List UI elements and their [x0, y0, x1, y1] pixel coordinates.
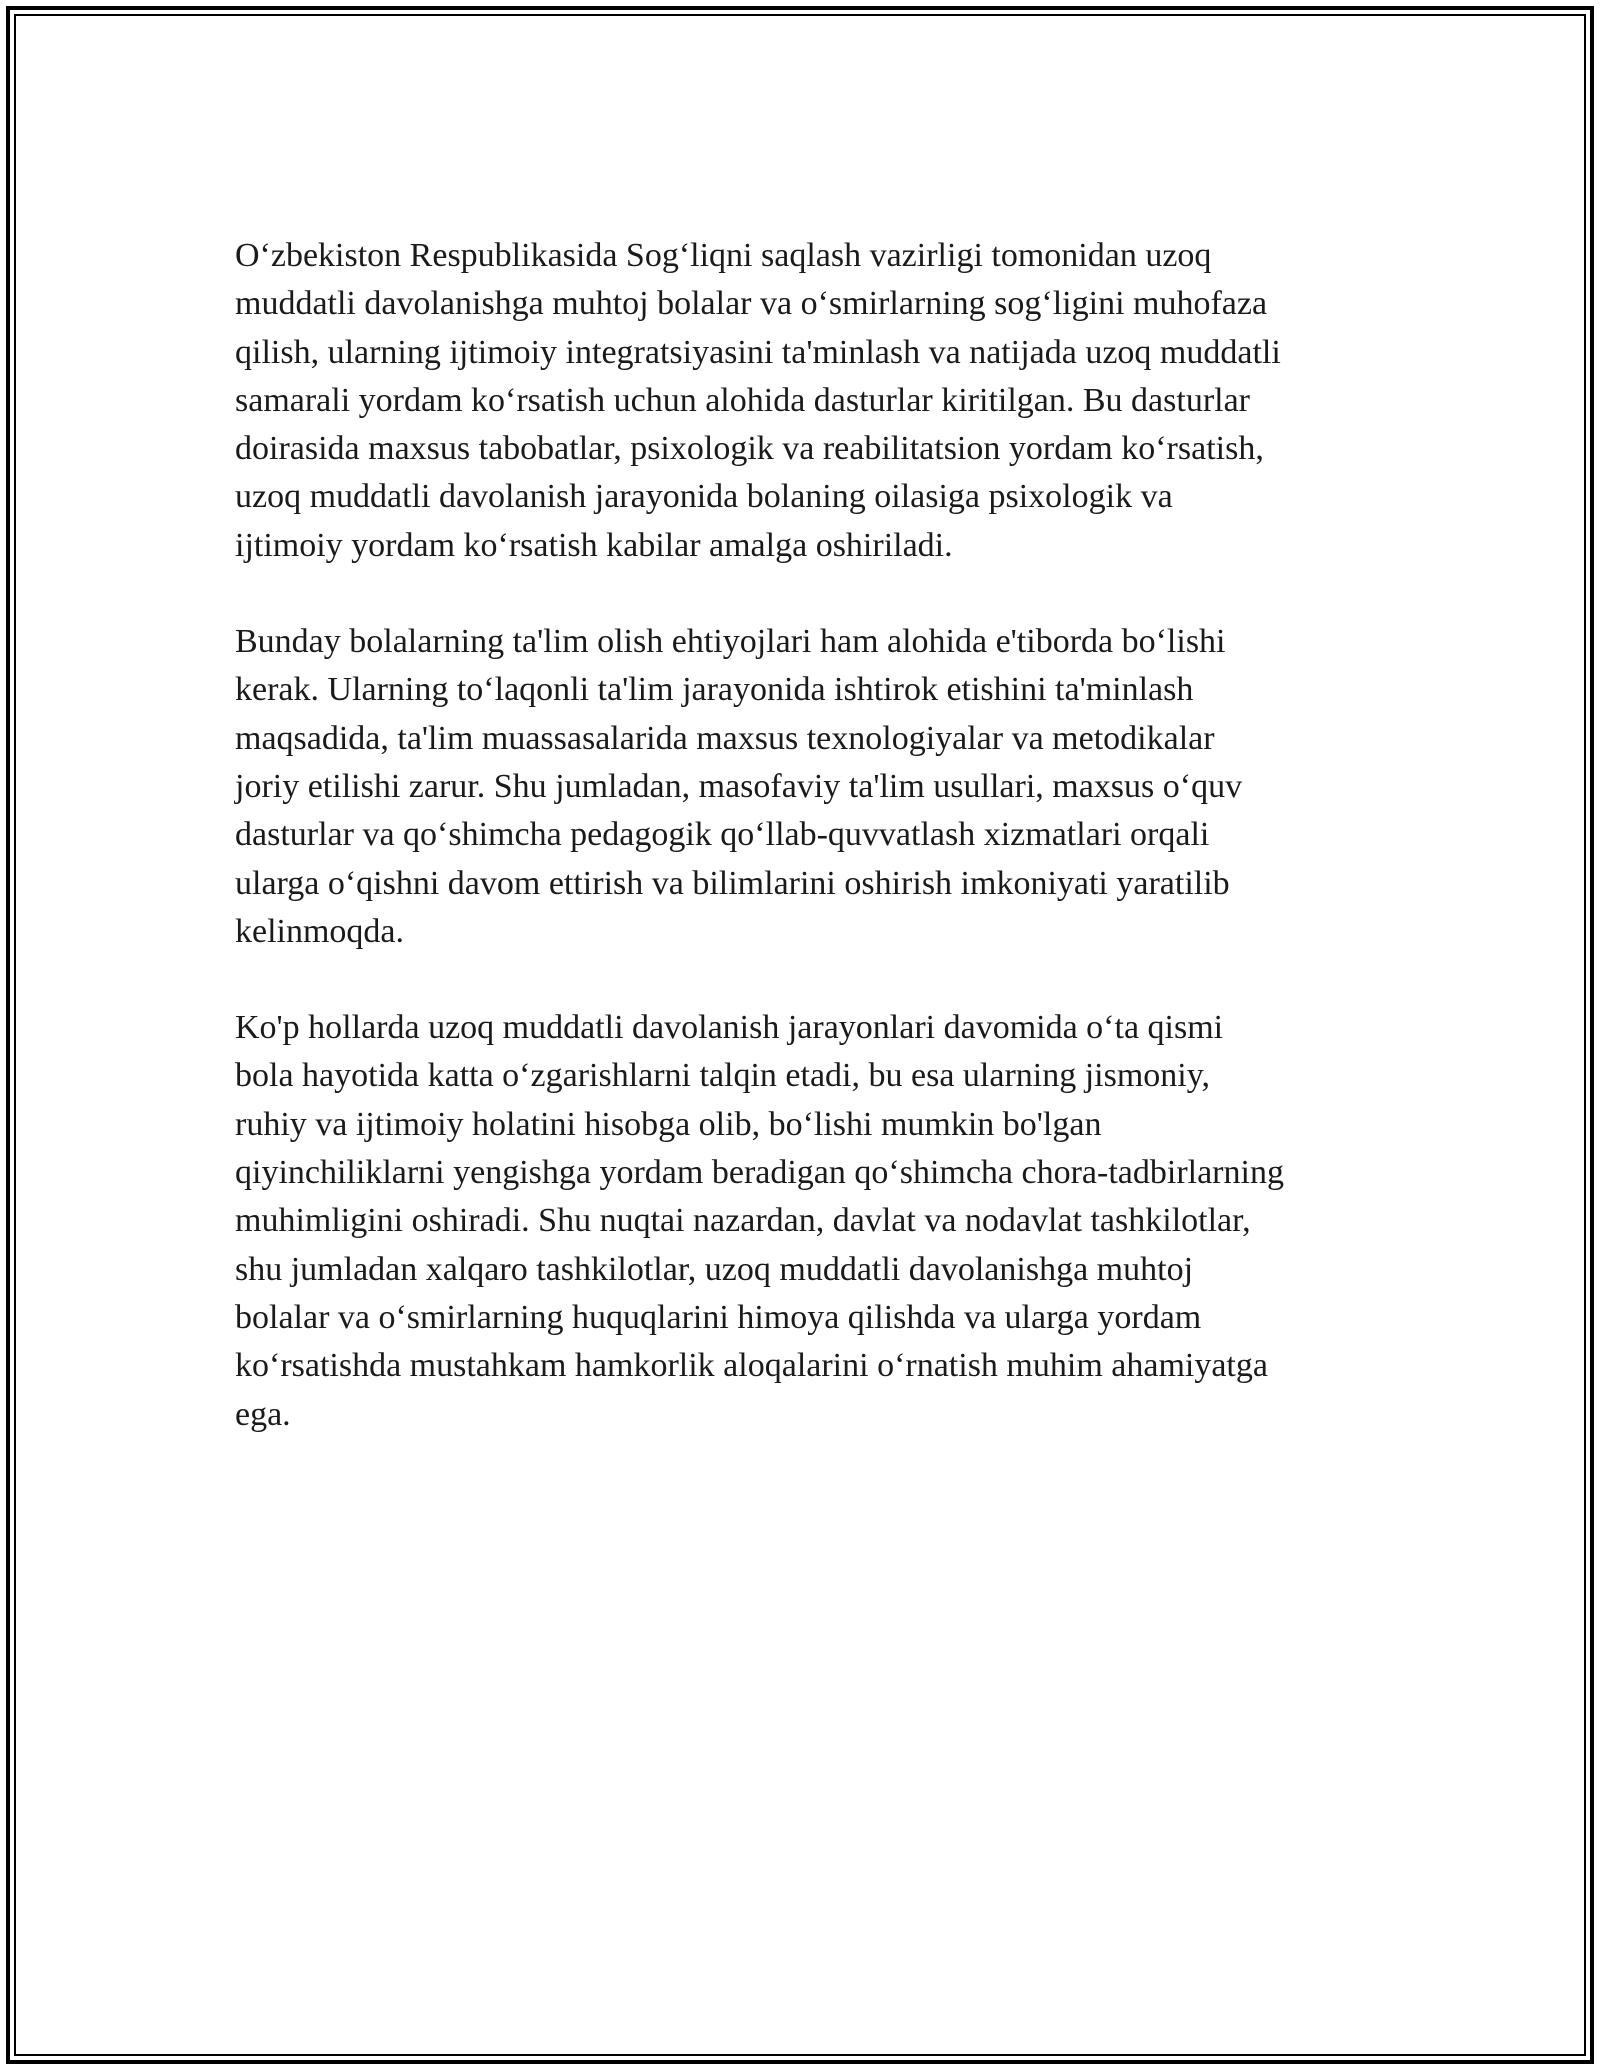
paragraph-2-line: joriy etilishi zarur. Shu jumladan, masofaviy ta'lim usullari, maxsus oʻquv — [235, 767, 1243, 805]
paragraph-3-line: shu jumladan xalqaro tashkilotlar, uzoq muddatli davolanishga muhtoj — [235, 1250, 1194, 1288]
paragraph-2-line: kerak. Ularning toʻlaqonli ta'lim jarayonida ishtirok etishini ta'minlash — [235, 671, 1194, 709]
document-body — [235, 232, 1365, 1487]
paragraph-2-line: dasturlar va qoʻshimcha pedagogik qoʻllab-quvvatlash xizmatlari orqali — [235, 816, 1210, 854]
paragraph-3-line: qiyinchiliklarni yengishga yordam beradigan qoʻshimcha chora-tadbirlarning — [235, 1154, 1284, 1192]
paragraph-1-line: uzoq muddatli davolanish jarayonida bolaning oilasiga psixologik va — [235, 478, 1173, 516]
paragraph-3-line: koʻrsatishda mustahkam hamkorlik aloqalarini oʻrnatish muhim ahamiyatga — [235, 1347, 1268, 1385]
paragraph-1 — [235, 232, 1365, 570]
paragraph-2-line: Bunday bolalarning ta'lim olish ehtiyojlari ham alohida e'tiborda boʻlishi — [235, 623, 1226, 661]
paragraph-1-line: samarali yordam koʻrsatish uchun alohida dasturlar kiritilgan. Bu dasturlar — [235, 381, 1251, 419]
paragraph-3-line: bola hayotida katta oʻzgarishlarni talqin etadi, bu esa ularning jismoniy, — [235, 1057, 1211, 1095]
paragraph-3-line: bolalar va oʻsmirlarning huquqlarini himoya qilishda va ularga yordam — [235, 1298, 1202, 1336]
paragraph-2 — [235, 618, 1365, 956]
paragraph-3-line: Ko'p hollarda uzoq muddatli davolanish jarayonlari davomida oʻta qismi — [235, 1009, 1224, 1047]
paragraph-3 — [235, 1004, 1365, 1439]
paragraph-1-line: doirasida maxsus tabobatlar, psixologik va reabilitatsion yordam koʻrsatish, — [235, 430, 1264, 468]
paragraph-2-line: maqsadida, ta'lim muassasalarida maxsus texnologiyalar va metodikalar — [235, 719, 1215, 757]
paragraph-1-line: muddatli davolanishga muhtoj bolalar va oʻsmirlarning sogʻligini muhofaza — [235, 285, 1268, 323]
paragraph-1-line: ijtimoiy yordam koʻrsatish kabilar amalga oshiriladi. — [235, 526, 953, 564]
paragraph-2-line: kelinmoqda. — [235, 912, 405, 950]
paragraph-3-line: ruhiy va ijtimoiy holatini hisobga olib, boʻlishi mumkin bo'lgan — [235, 1105, 1102, 1143]
paragraph-3-line: ega. — [235, 1395, 291, 1433]
paragraph-1-line: Oʻzbekiston Respublikasida Sogʻliqni saqlash vazirligi tomonidan uzoq — [235, 237, 1212, 274]
paragraph-1-line: qilish, ularning ijtimoiy integratsiyasini ta'minlash va natijada uzoq muddatli — [235, 333, 1281, 371]
paragraph-2-line: ularga oʻqishni davom ettirish va bilimlarini oshirish imkoniyati yaratilib — [235, 864, 1230, 902]
paragraph-3-line: muhimligini oshiradi. Shu nuqtai nazardan, davlat va nodavlat tashkilotlar, — [235, 1202, 1251, 1240]
